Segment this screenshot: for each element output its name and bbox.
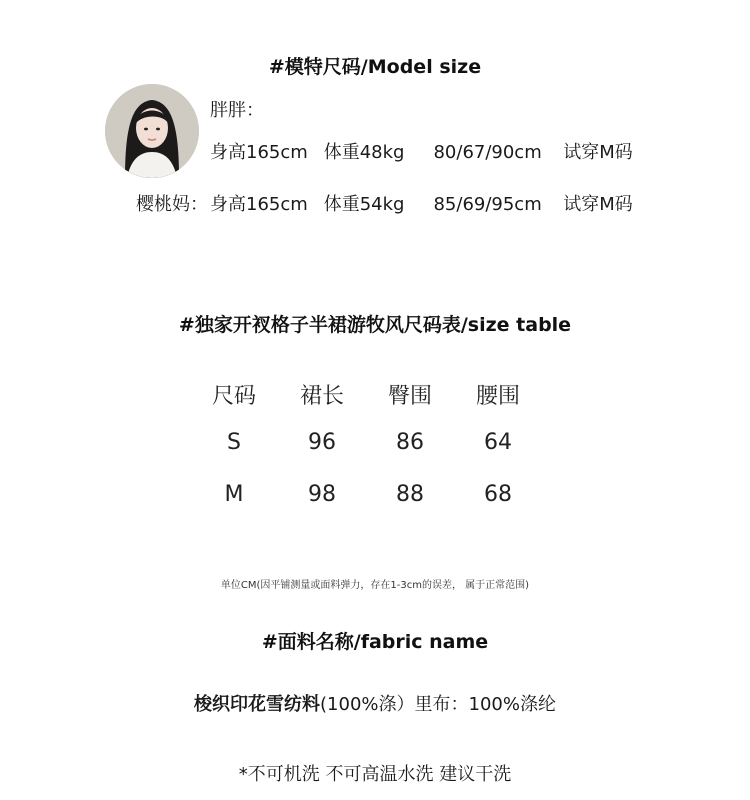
model-1-name: 胖胖： (210, 100, 264, 121)
table-cell: S (227, 429, 241, 455)
table-cell: 64 (484, 429, 512, 455)
fabric-title: #面料名称/fabric name (261, 631, 489, 653)
fabric-line (0, 690, 750, 716)
table-cell: M (224, 481, 244, 507)
table-row (190, 416, 542, 468)
model-1-measurements: 80/67/90cm (433, 142, 542, 163)
model-1-height: 身高165cm (210, 142, 308, 163)
model-2-weight: 体重54kg (323, 194, 405, 215)
table-cell: 88 (396, 481, 424, 507)
size-note: 单位CM(因平铺测量或面料弹力，存在1-3cm的误差， 属于正常范围) (220, 580, 530, 591)
fabric-material-detail: (100%涤）里布：100%涤纶 (320, 694, 556, 715)
fabric-material-name: 梭织印花雪纺料 (194, 694, 321, 715)
size-table-title: #独家开衩格子半裙游牧风尺码表/size table (178, 314, 572, 336)
model-2-measurements: 85/69/95cm (433, 194, 542, 215)
model-1-size: 试穿M码 (563, 142, 633, 163)
model-1-stats (210, 138, 633, 164)
model-2-name: 樱桃妈： (136, 194, 208, 215)
table-cell: 98 (308, 481, 336, 507)
model-2-height: 身高165cm (210, 194, 308, 215)
model-portrait-icon (105, 84, 199, 178)
model-1-weight: 体重48kg (323, 142, 405, 163)
size-table-header: 裙长 (299, 383, 344, 409)
table-cell: 96 (308, 429, 336, 455)
size-table-header-row (190, 372, 542, 416)
size-table-header: 腰围 (475, 383, 520, 409)
size-table (190, 372, 542, 520)
care-instructions: *不可机洗 不可高温水洗 建议干洗 (238, 764, 512, 785)
model-size-title: #模特尺码/Model size (268, 56, 482, 78)
table-row (190, 468, 542, 520)
table-cell: 86 (396, 429, 424, 455)
model-2-size: 试穿M码 (563, 194, 633, 215)
model-avatar (105, 84, 199, 178)
model-2-stats (210, 190, 633, 216)
table-cell: 68 (484, 481, 512, 507)
size-table-header: 臀围 (387, 383, 432, 409)
size-table-header: 尺码 (211, 383, 256, 409)
